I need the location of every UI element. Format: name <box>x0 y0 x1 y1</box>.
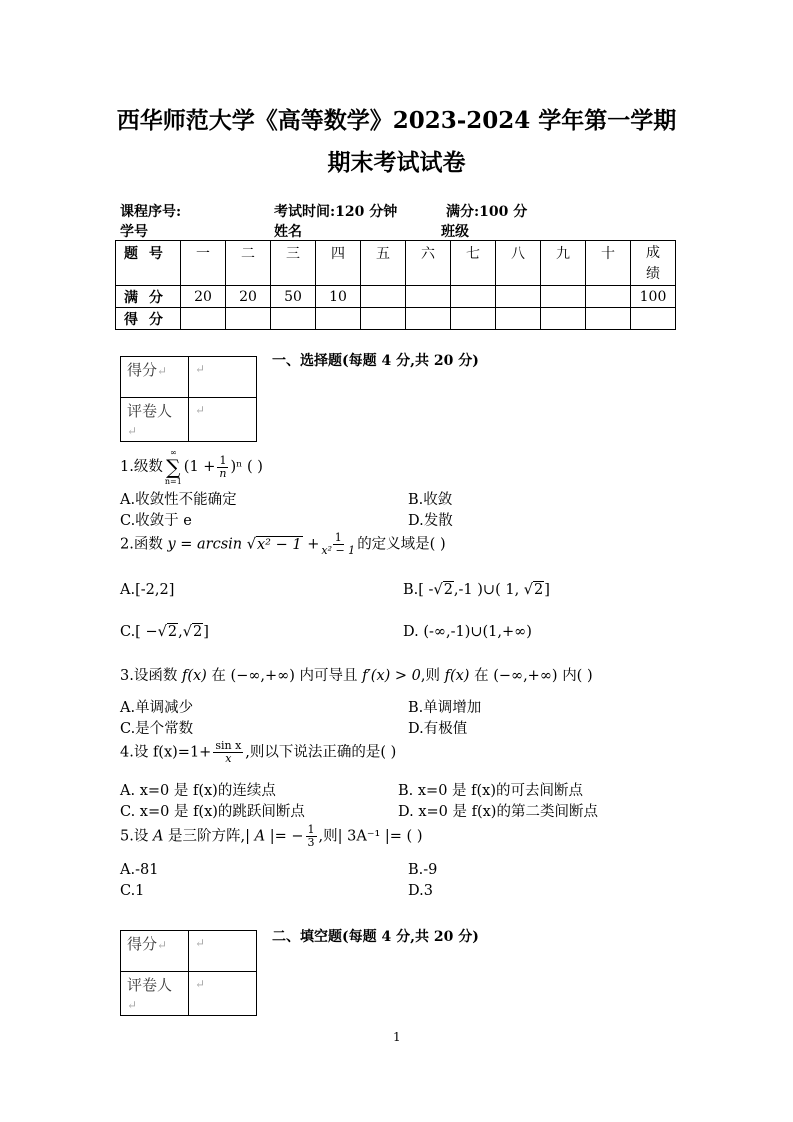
q2-option-d: D. (-∞,-1)∪(1,+∞) <box>403 624 532 640</box>
score-table-full-cell <box>451 286 496 308</box>
class-blank[interactable] <box>469 224 557 241</box>
q4-option-c: C. x=0 是 f(x)的跳跃间断点 <box>120 804 305 820</box>
score-table-full-cell <box>541 286 586 308</box>
score-table-full-cell <box>361 286 406 308</box>
exam-title-line1: 西华师范大学《高等数学》2023-2024 学年第一学期 <box>116 107 677 134</box>
score-table-got-cell[interactable] <box>451 308 496 330</box>
student-id-blank[interactable] <box>148 224 238 241</box>
q2-option-b: B.[ -√2,-1 )∪( 1, √2] <box>403 582 550 598</box>
section2-grade-box <box>120 930 257 1016</box>
score-table-col: 八 <box>496 241 541 286</box>
question-2: 2.函数 y = arcsin √x² − 1 + $\frac{1}{\text{x² − 1}}$ 的定义域是( ) <box>120 531 446 557</box>
class-field[interactable] <box>441 221 557 241</box>
score-table-got-cell[interactable] <box>181 308 226 330</box>
score-table-col: 四 <box>316 241 361 286</box>
q3-option-a: A.单调减少 <box>120 700 194 716</box>
name-field[interactable] <box>274 221 390 241</box>
class-label: 班级 <box>441 224 469 240</box>
score-table-got-cell[interactable] <box>226 308 271 330</box>
score-table-got-label: 得 分 <box>116 308 181 330</box>
score-table-col: 九 <box>541 241 586 286</box>
score-table-col: 三 <box>271 241 316 286</box>
grade-grader-cell[interactable]: ↵ <box>189 972 257 1016</box>
score-table-full-cell: 20 <box>181 286 226 308</box>
grade-score-cell[interactable]: ↵ <box>189 357 257 398</box>
score-table-got-cell[interactable] <box>271 308 316 330</box>
grade-score-label: 得分↵ <box>121 357 189 398</box>
score-table-got-cell[interactable] <box>361 308 406 330</box>
question-5: 5.设 A 是三阶方阵,| A |= − $\frac{1}{3}$ ,则| 3A⁻¹ |= ( ) <box>120 823 423 849</box>
score-table-col: 五 <box>361 241 406 286</box>
score-table-full-cell: 100 <box>631 286 676 308</box>
q1-option-c: C.收敛于 e <box>120 513 192 529</box>
q5-option-b: B.-9 <box>408 862 438 878</box>
score-table-col: 十 <box>586 241 631 286</box>
score-table-full-cell: 50 <box>271 286 316 308</box>
score-table-full-cell: 20 <box>226 286 271 308</box>
score-table-got-cell[interactable] <box>316 308 361 330</box>
q2-option-a: A.[-2,2] <box>120 582 175 598</box>
course-no-label: 课程序号: <box>120 204 182 220</box>
q3-option-d: D.有极值 <box>408 721 468 737</box>
q2-option-c: C.[ −√2,√2] <box>120 624 209 640</box>
grade-grader-label: 评卷人↵ <box>121 398 189 442</box>
name-label: 姓名 <box>274 224 302 240</box>
grade-grader-cell[interactable]: ↵ <box>189 398 257 442</box>
total-label: 成绩 <box>646 245 660 282</box>
section1-title: 一、选择题(每题 4 分,共 20 分) <box>272 353 479 369</box>
score-table-full-cell <box>496 286 541 308</box>
q4-option-b: B. x=0 是 f(x)的可去间断点 <box>398 783 584 799</box>
score-table-col: 七 <box>451 241 496 286</box>
score-table-full-cell <box>586 286 631 308</box>
q3-option-c: C.是个常数 <box>120 721 194 737</box>
exam-time: 考试时间:120 分钟 <box>274 204 398 220</box>
question-1: 1.级数 ∞ ∑ n=1 (1 + $\frac{1}{n}$ )ⁿ ( ) <box>120 448 263 486</box>
full-score: 满分:100 分 <box>446 204 528 220</box>
q5-option-a: A.-81 <box>120 862 159 878</box>
score-table-col-total <box>631 241 676 286</box>
q5-option-c: C.1 <box>120 883 145 899</box>
score-table-got-row <box>116 308 676 330</box>
name-blank[interactable] <box>302 224 390 241</box>
q4-option-a: A. x=0 是 f(x)的连续点 <box>120 783 276 799</box>
student-id-label: 学号 <box>120 224 148 240</box>
question-4: 4.设 f(x)=1+ $\frac{\text{sin x}}{x}$ ,则以下说法正确的是( ) <box>120 739 397 765</box>
score-table-col: 一 <box>181 241 226 286</box>
q1-option-a: A.收敛性不能确定 <box>120 492 237 508</box>
sum-icon: ∞ ∑ n=1 <box>164 448 182 486</box>
grade-grader-label: 评卷人↵ <box>121 972 189 1016</box>
section2-title: 二、填空题(每题 4 分,共 20 分) <box>272 929 479 945</box>
score-table-full-cell: 10 <box>316 286 361 308</box>
q1-option-b: B.收敛 <box>408 492 453 508</box>
page-number: 1 <box>393 1030 401 1044</box>
score-table-got-cell[interactable] <box>406 308 451 330</box>
score-table-got-cell[interactable] <box>541 308 586 330</box>
question-3: 3.设函数 f(x) 在 (−∞,+∞) 内可导且 f′(x) > 0,则 f(x) 在 (−∞,+∞) 内( ) <box>120 668 593 684</box>
grade-score-label: 得分↵ <box>121 931 189 972</box>
exam-title-line2: 期末考试试卷 <box>327 149 466 176</box>
score-table <box>115 240 676 330</box>
score-table-got-cell[interactable] <box>586 308 631 330</box>
score-table-full-row <box>116 286 676 308</box>
score-table-full-cell <box>406 286 451 308</box>
score-table-col: 二 <box>226 241 271 286</box>
section1-grade-box <box>120 356 257 442</box>
score-table-col: 六 <box>406 241 451 286</box>
q4-option-d: D. x=0 是 f(x)的第二类间断点 <box>398 804 598 820</box>
q5-option-d: D.3 <box>408 883 433 899</box>
student-id-field[interactable] <box>120 221 238 241</box>
grade-score-cell[interactable]: ↵ <box>189 931 257 972</box>
q3-option-b: B.单调增加 <box>408 700 482 716</box>
score-table-got-cell[interactable] <box>496 308 541 330</box>
score-table-full-label: 满 分 <box>116 286 181 308</box>
score-table-header-label: 题 号 <box>116 241 181 286</box>
q1-option-d: D.发散 <box>408 513 453 529</box>
score-table-header-row <box>116 241 676 286</box>
score-table-got-cell[interactable] <box>631 308 676 330</box>
